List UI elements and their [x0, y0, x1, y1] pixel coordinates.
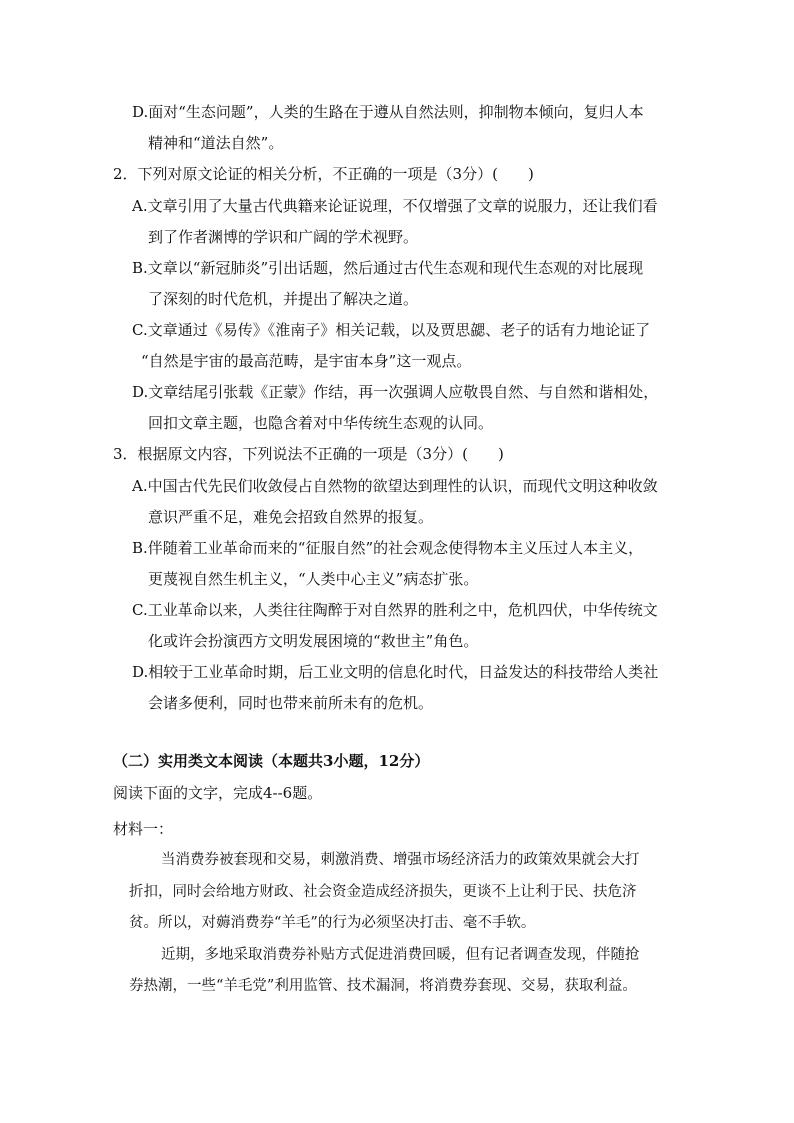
q2-option-a-line2: 到了作者渊博的学识和广阔的学术视野。	[148, 228, 419, 246]
material-paragraph1-line3: 贫。所以，对薅消费券“羊毛”的行为必须坚决打击、毫不手软。	[129, 915, 536, 931]
q2-option-d-line1: D.文章结尾引张载《正蒙》作结，再一次强调人应敬畏自然、与自然和谐相处，	[132, 383, 659, 401]
q2-option-a-line1: A.文章引用了大量古代典籍来论证说理，不仅增强了文章的说服力，还让我们看	[132, 197, 658, 215]
q3-option-d-line1: D.相较于工业革命时期，后工业文明的信息化时代，日益发达的科技带给人类社	[132, 663, 659, 681]
section2-heading: （二）实用类文本阅读（本题共3小题，12分）	[113, 752, 430, 770]
q2-stem: 2．下列对原文论证的相关分析，不正确的一项是（3分）( )	[113, 165, 534, 183]
q2-option-c-line2: “自然是宇宙的最高范畴，是宇宙本身”这一观点。	[141, 352, 472, 370]
q3-option-a-line2: 意识严重不足，难免会招致自然界的报复。	[148, 508, 434, 526]
q3-option-b-line1: B.伴随着工业革命而来的“征服自然”的社会观念使得物本主义压过人本主义，	[132, 539, 644, 557]
q3-option-d-line2: 会诸多便利，同时也带来前所未有的危机。	[148, 694, 434, 712]
q2-option-b-line1: B.文章以“新冠肺炎”引出话题，然后通过古代生态观和现代生态观的对比展现	[132, 259, 644, 277]
q3-stem: 3．根据原文内容，下列说法不正确的一项是（3分）( )	[113, 445, 504, 463]
q2-option-c-line1: C.文章通过《易传》《淮南子》相关记载，以及贾思勰、老子的话有力地论证了	[132, 321, 651, 339]
material-paragraph1-line2: 折扣，同时会给地方财政、社会资金造成经济损失，更谈不上让利于民、扶危济	[129, 884, 637, 900]
q3-option-b-line2: 更蔑视自然生机主义，“人类中心主义”病态扩张。	[148, 570, 479, 588]
q3-option-c-line1: C.工业革命以来，人类往往陶醉于对自然界的胜利之中，危机四伏，中华传统文	[132, 601, 658, 619]
q3-option-c-line2: 化或许会扮演西方文明发展困境的“救世主”角色。	[148, 632, 479, 650]
material-paragraph2-line2: 券热潮，一些“羊毛党”利用监管、技术漏洞，将消费券套现、交易，获取利益。	[129, 978, 637, 994]
section2-instruction: 阅读下面的文字，完成4--6题。	[113, 784, 323, 802]
q1-option-d-line1: D.面对“生态问题”，人类的生路在于遵从自然法则，抑制物本倾向，复归人本	[132, 103, 644, 121]
material-paragraph1-line1: 当消费券被套现和交易，刺激消费、增强市场经济活力的政策效果就会大打	[161, 852, 640, 868]
q1-option-d-line2: 精神和“道法自然”。	[148, 134, 284, 152]
material-paragraph2-line1: 近期，多地采取消费券补贴方式促进消费回暖，但有记者调查发现，伴随抢	[161, 947, 640, 963]
material-one-label: 材料一：	[113, 820, 174, 838]
q3-option-a-line1: A.中国古代先民们收敛侵占自然物的欲望达到理性的认识，而现代文明这种收敛	[132, 477, 658, 495]
q2-option-d-line2: 回扣文章主题，也隐含着对中华传统生态观的认同。	[148, 414, 494, 432]
q2-option-b-line2: 了深刻的时代危机，并提出了解决之道。	[148, 290, 419, 308]
